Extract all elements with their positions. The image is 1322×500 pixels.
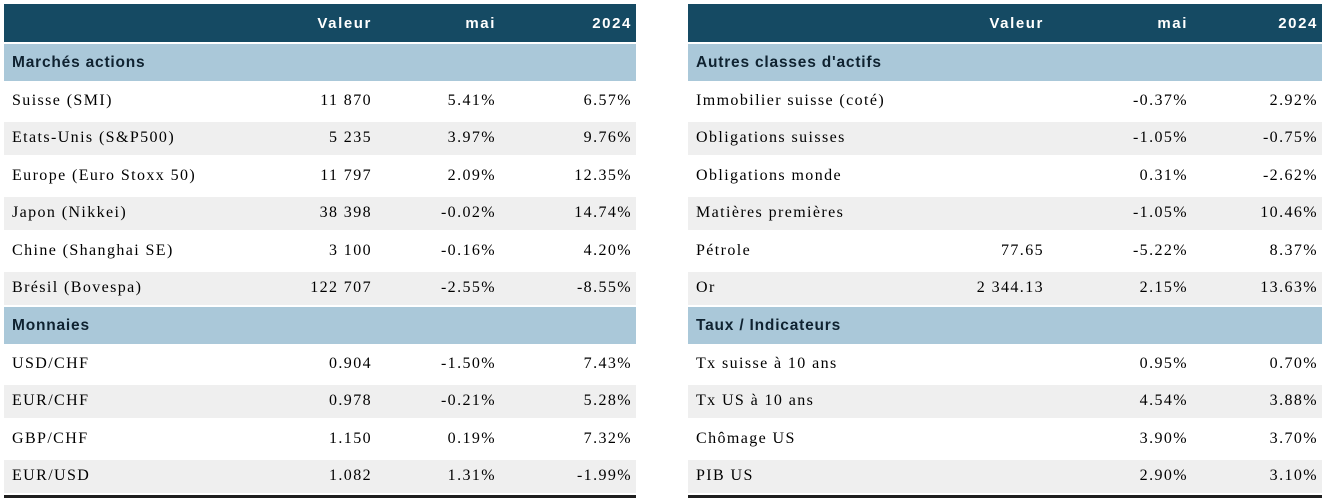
row-mai: 0.31% xyxy=(1139,166,1188,184)
section-marches-actions: Marchés actions xyxy=(4,44,636,82)
row-label: Chômage US xyxy=(696,429,796,447)
row-mai: 0.95% xyxy=(1139,354,1188,372)
row-valeur: 5 235 xyxy=(329,129,372,147)
row-mai: -1.05% xyxy=(1132,204,1188,222)
row-valeur: 11 797 xyxy=(320,166,372,184)
row-2024: 4.20% xyxy=(583,241,632,259)
row-2024: -8.55% xyxy=(576,279,632,297)
row-mai: -0.21% xyxy=(440,392,496,410)
row-mai: 2.15% xyxy=(1139,279,1188,297)
row-label: Matières premières xyxy=(696,204,845,222)
row-label: Pétrole xyxy=(696,241,752,259)
row-valeur: 1.082 xyxy=(329,467,372,485)
row-label: Etats-Unis (S&P500) xyxy=(12,129,176,147)
row-label: Or xyxy=(696,279,716,297)
row-2024: -0.75% xyxy=(1262,129,1318,147)
table-row xyxy=(688,82,1322,120)
row-label: Obligations monde xyxy=(696,166,843,184)
row-mai: 3.97% xyxy=(447,129,496,147)
table-row xyxy=(4,420,636,458)
table-row xyxy=(4,345,636,383)
row-mai: -1.05% xyxy=(1132,129,1188,147)
row-2024: 7.43% xyxy=(583,354,632,372)
table-header xyxy=(688,4,1322,44)
row-2024: 5.28% xyxy=(583,392,632,410)
row-2024: 8.37% xyxy=(1269,241,1318,259)
row-2024: 2.92% xyxy=(1269,91,1318,109)
row-mai: 0.19% xyxy=(447,429,496,447)
row-2024: 10.46% xyxy=(1260,204,1318,222)
table-header xyxy=(4,4,636,44)
row-label: Tx US à 10 ans xyxy=(696,392,815,410)
header-valeur: Valeur xyxy=(317,14,372,32)
row-mai: 2.09% xyxy=(447,166,496,184)
table-row xyxy=(688,232,1322,270)
section-monnaies: Monnaies xyxy=(4,307,636,345)
table-row xyxy=(688,420,1322,458)
row-label: Obligations suisses xyxy=(696,129,846,147)
row-label: Japon (Nikkei) xyxy=(12,204,128,222)
table-row xyxy=(688,458,1322,496)
row-label: EUR/USD xyxy=(12,467,91,485)
row-mai: -0.16% xyxy=(440,241,496,259)
header-mai: mai xyxy=(1157,14,1188,32)
row-mai: 1.31% xyxy=(447,467,496,485)
row-2024: 12.35% xyxy=(574,166,632,184)
table-row xyxy=(688,195,1322,233)
row-valeur: 1.150 xyxy=(329,429,372,447)
row-2024: 14.74% xyxy=(574,204,632,222)
row-2024: 3.70% xyxy=(1269,429,1318,447)
row-valeur: 3 100 xyxy=(329,241,372,259)
row-label: GBP/CHF xyxy=(12,429,89,447)
row-2024: -2.62% xyxy=(1262,166,1318,184)
row-mai: -0.02% xyxy=(440,204,496,222)
row-2024: 0.70% xyxy=(1269,354,1318,372)
table-row xyxy=(4,120,636,158)
row-label: PIB US xyxy=(696,467,754,485)
table-row xyxy=(4,232,636,270)
row-2024: 3.10% xyxy=(1269,467,1318,485)
row-label: USD/CHF xyxy=(12,354,90,372)
header-2024: 2024 xyxy=(592,14,632,32)
row-valeur: 38 398 xyxy=(319,204,372,222)
row-valeur: 2 344.13 xyxy=(976,279,1044,297)
row-2024: 13.63% xyxy=(1260,279,1318,297)
table-row xyxy=(4,270,636,308)
row-valeur: 11 870 xyxy=(320,91,372,109)
section-autres-classes: Autres classes d'actifs xyxy=(688,44,1322,82)
row-label: EUR/CHF xyxy=(12,392,90,410)
row-label: Immobilier suisse (coté) xyxy=(696,91,886,109)
row-2024: 3.88% xyxy=(1269,392,1318,410)
table-row xyxy=(4,82,636,120)
row-mai: 3.90% xyxy=(1139,429,1188,447)
header-valeur: Valeur xyxy=(989,14,1044,32)
row-label: Europe (Euro Stoxx 50) xyxy=(12,166,197,184)
row-2024: 9.76% xyxy=(583,129,632,147)
row-valeur: 77.65 xyxy=(1001,241,1044,259)
table-marches-monnaies xyxy=(4,4,636,498)
row-mai: -0.37% xyxy=(1132,91,1188,109)
table-row xyxy=(688,120,1322,158)
row-mai: 2.90% xyxy=(1139,467,1188,485)
row-2024: 7.32% xyxy=(583,429,632,447)
table-row xyxy=(688,345,1322,383)
row-label: Suisse (SMI) xyxy=(12,91,113,109)
header-2024: 2024 xyxy=(1278,14,1318,32)
row-valeur: 0.904 xyxy=(329,354,372,372)
table-row xyxy=(688,157,1322,195)
row-mai: -2.55% xyxy=(440,279,496,297)
row-mai: 4.54% xyxy=(1139,392,1188,410)
row-mai: 5.41% xyxy=(447,91,496,109)
table-row xyxy=(688,270,1322,308)
row-label: Tx suisse à 10 ans xyxy=(696,354,838,372)
table-row xyxy=(4,157,636,195)
row-label: Brésil (Bovespa) xyxy=(12,279,143,297)
table-row xyxy=(4,195,636,233)
table-autres-taux xyxy=(688,4,1322,498)
section-taux-indicateurs: Taux / Indicateurs xyxy=(688,307,1322,345)
table-row xyxy=(4,458,636,496)
row-2024: 6.57% xyxy=(583,91,632,109)
row-mai: -1.50% xyxy=(440,354,496,372)
row-label: Chine (Shanghai SE) xyxy=(12,241,174,259)
row-mai: -5.22% xyxy=(1132,241,1188,259)
table-row xyxy=(4,383,636,421)
row-valeur: 122 707 xyxy=(310,279,372,297)
table-row xyxy=(688,383,1322,421)
row-valeur: 0.978 xyxy=(329,392,372,410)
header-mai: mai xyxy=(465,14,496,32)
row-2024: -1.99% xyxy=(576,467,632,485)
